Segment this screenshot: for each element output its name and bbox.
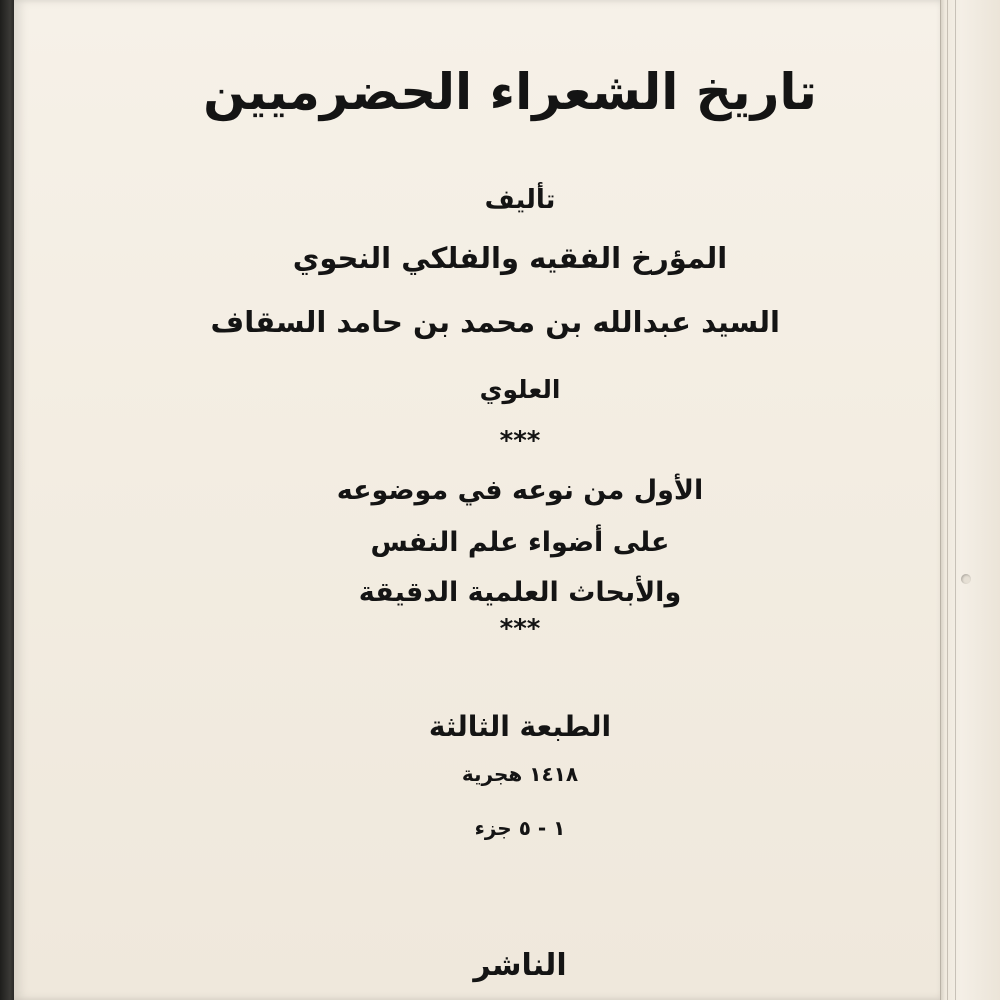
- author-label: تأليف: [484, 185, 556, 215]
- separator-stars: ***: [499, 614, 541, 644]
- page-edge: [940, 0, 1000, 1000]
- author-lineage: العلوي: [479, 375, 561, 404]
- author-description: المؤرخ الفقيه والفلكي النحوي: [292, 241, 728, 275]
- author-name: السيد عبدالله بن محمد بن حامد السقاف: [210, 305, 780, 339]
- publisher-label: الناشر: [473, 948, 567, 983]
- page-hole: [961, 574, 971, 584]
- description-line: على أضواء علم النفس: [370, 527, 670, 558]
- publication-year: ١٤١٨ هجرية: [461, 762, 579, 786]
- description-line: الأول من نوعه في موضوعه: [336, 475, 704, 506]
- book-title: تاريخ الشعراء الحضرميين: [203, 63, 817, 121]
- page-edge-line: [947, 0, 948, 1000]
- description-line: والأبحاث العلمية الدقيقة: [358, 577, 682, 608]
- separator-stars: ***: [499, 426, 541, 456]
- page-edge-line: [955, 0, 956, 1000]
- edition-label: الطبعة الثالثة: [428, 710, 612, 743]
- volume-count: ١ - ٥ جزء: [474, 816, 566, 840]
